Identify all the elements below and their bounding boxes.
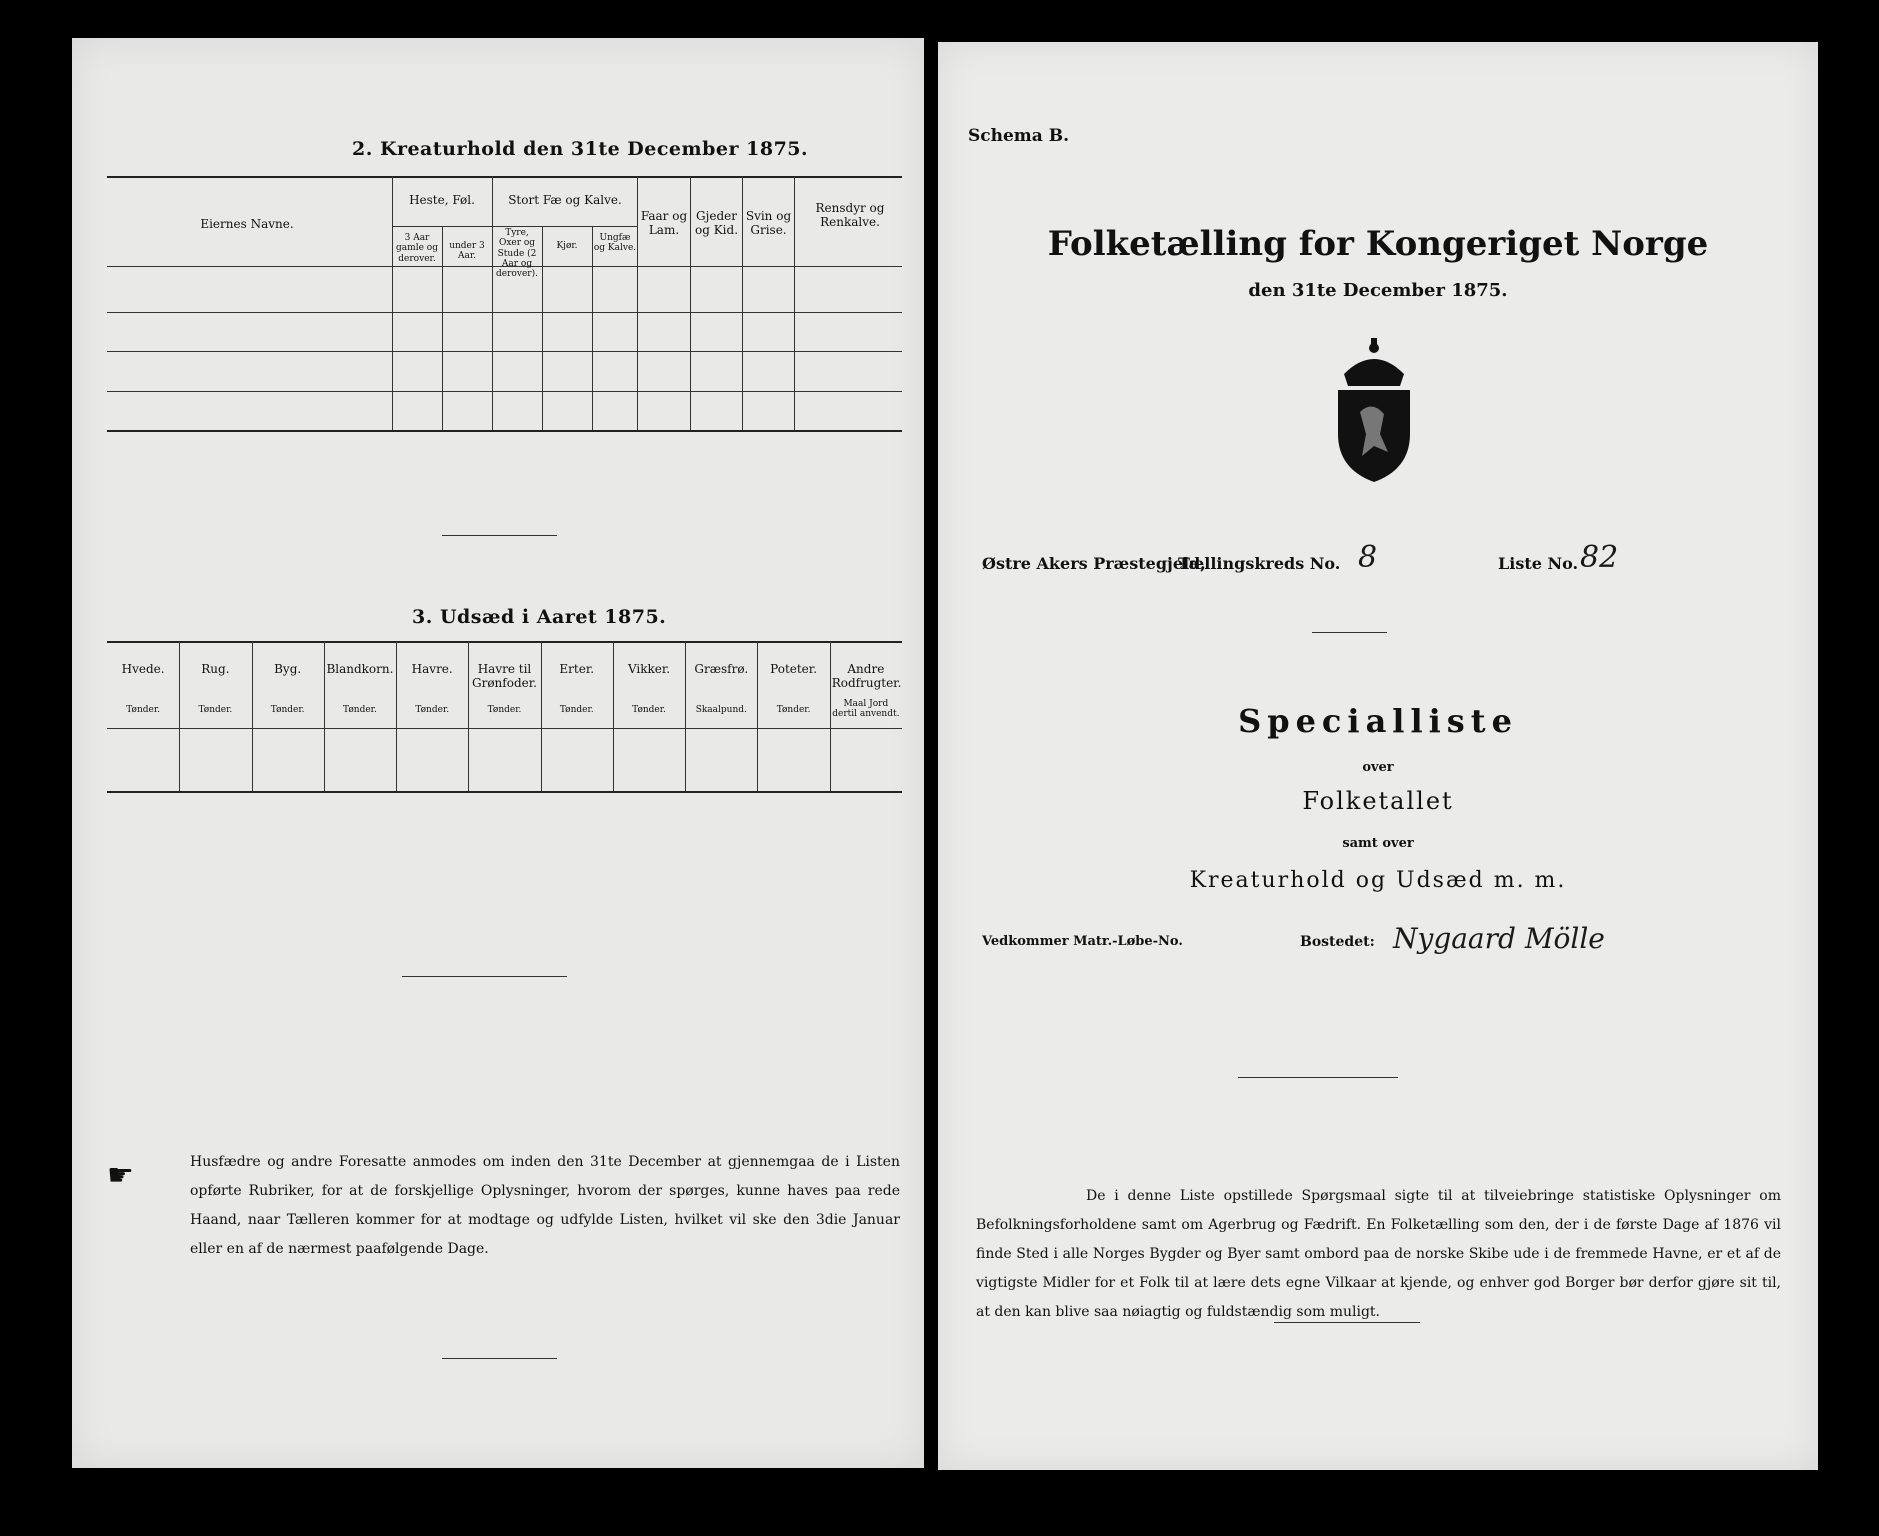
horse-young-header: under 3 Aar.: [449, 241, 485, 262]
pigs-header: Svin og Grise.: [745, 209, 792, 237]
livestock-title: 2. Kreaturhold den 31te December 1875.: [352, 138, 809, 160]
sowing-col-name: Blandkorn.: [326, 662, 394, 676]
district-label: Tællingskreds No.: [1178, 554, 1341, 573]
sowing-col-unit: Tønder.: [126, 705, 161, 715]
list-label: Liste No.: [1498, 554, 1579, 573]
table-col-line: [179, 641, 180, 791]
cattle-bulls-header: Tyre, Oxer og Stude (2 Aar og derover).: [496, 228, 538, 280]
table-col-line: [830, 641, 831, 791]
horse-header: Heste, Føl.: [409, 193, 475, 207]
table-col-line: [396, 641, 397, 791]
table-col-line: [592, 226, 593, 430]
sowing-col-unit: Tønder.: [776, 705, 811, 715]
separator: [442, 535, 557, 536]
sowing-col-unit: Tønder.: [632, 705, 666, 715]
table-col-line: [542, 226, 543, 430]
table-col-line: [637, 176, 638, 430]
separator: [1238, 1077, 1398, 1078]
cattle-young-header: Ungfæ og Kalve.: [593, 233, 637, 254]
table-rule: [107, 176, 902, 178]
cattle-header: Stort Fæ og Kalve.: [508, 193, 622, 207]
separator: [1312, 632, 1387, 633]
table-col-line: [742, 176, 743, 430]
sowing-col-name: Erter.: [559, 662, 595, 676]
sowing-col-name: Byg.: [274, 662, 302, 676]
notice-text: Husfædre og andre Foresatte anmodes om inden den 31te December at gjennemgaa de i Listen opførte Rubriker, for at de forskjellige Oplysninger, hvorom der spørges, kunne haves paa rede Haand, naar Tælleren kommer for at modtage og udfylde Listen, hvilket vil ske den 3die Januar eller en af de nærmest paafølgende Dage.: [190, 1154, 900, 1257]
folketallet-label: Folketallet: [1302, 787, 1454, 815]
reindeer-header: Rensdyr og Renkalve.: [815, 201, 885, 229]
cattle-cows-header: Kjør.: [556, 241, 578, 251]
table-rule: [107, 351, 902, 352]
sowing-col-unit: Tønder.: [415, 705, 450, 715]
table-col-line: [757, 641, 758, 791]
sowing-col-name: Rug.: [201, 662, 230, 676]
special-title: Specialliste: [1238, 702, 1518, 740]
table-col-line: [442, 226, 443, 430]
sowing-col-name: Andre Rodfrugter.: [831, 662, 902, 690]
table-rule: [107, 312, 902, 313]
sowing-col-name: Havre til Grønfoder.: [472, 662, 537, 690]
district-value: 8: [1358, 540, 1378, 575]
right-page: [938, 42, 1818, 1470]
table-col-line: [492, 176, 493, 430]
sowing-title: 3. Udsæd i Aaret 1875.: [412, 606, 667, 628]
table-col-line: [392, 176, 393, 430]
table-rule: [107, 791, 902, 793]
matr-label: Vedkommer Matr.-Løbe-No.: [982, 934, 1183, 949]
table-col-line: [468, 641, 469, 791]
sowing-col-unit: Tønder.: [198, 705, 233, 715]
table-rule: [107, 641, 902, 643]
sowing-col-name: Græsfrø.: [694, 662, 749, 676]
sowing-col-unit: Tønder.: [343, 705, 377, 715]
table-col-line: [324, 641, 325, 791]
over-label: over: [1362, 760, 1394, 775]
main-title: Folketælling for Kongeriget Norge: [1047, 224, 1709, 264]
table-col-line: [541, 641, 542, 791]
bosted-label: Bostedet:: [1300, 934, 1375, 950]
pointing-hand-icon: ☛: [107, 1158, 134, 1193]
goats-header: Gjeder og Kid.: [694, 209, 739, 237]
table-rule: [107, 391, 902, 392]
samt-over-label: samt over: [1342, 836, 1414, 851]
sowing-col-name: Havre.: [411, 662, 453, 676]
purpose-text: De i denne Liste opstillede Spørgsmaal sigte til at tilveiebringe statistiske Oplysninger om Befolkningsforholdene samt om Agerbrug og Fædrift. En Folketælling som den, der i de første Dage af 1876 vil finde Sted i alle Norges Bygder og Byer samt ombord paa de norske Skibe ude i de fremmede Havne, er et af de vigtigste Midler for et Folk til at lære dets egne Vilkaar at kjende, og enhver god Borger bør derfor gjøre sit til, at den kan blive saa nøiagtig og fuldstændig som muligt.: [976, 1188, 1781, 1320]
table-col-line: [252, 641, 253, 791]
table-col-line: [685, 641, 686, 791]
census-date: den 31te December 1875.: [1248, 280, 1508, 301]
left-page: [72, 38, 924, 1468]
separator: [442, 1358, 557, 1359]
sowing-col-name: Poteter.: [770, 662, 818, 676]
table-col-line: [690, 176, 691, 430]
parish-label: Østre Akers Præstegjeld,: [982, 554, 1206, 573]
sheep-header: Faar og Lam.: [640, 209, 688, 237]
list-value: 82: [1580, 540, 1619, 575]
sowing-col-unit: Maal Jord dertil anvendt.: [832, 699, 900, 720]
table-col-line: [794, 176, 795, 430]
separator: [402, 976, 567, 977]
schema-label: Schema B.: [968, 126, 1070, 146]
table-rule: [107, 430, 902, 432]
sowing-col-unit: Tønder.: [270, 705, 305, 715]
sowing-col-name: Vikker.: [627, 662, 671, 676]
owner-header: Eiernes Navne.: [200, 217, 294, 231]
table-col-line: [613, 641, 614, 791]
table-rule: [107, 728, 902, 729]
bosted-value: Nygaard Mölle: [1393, 922, 1605, 955]
sowing-col-name: Hvede.: [121, 662, 165, 676]
horse-old-header: 3 Aar gamle og derover.: [396, 233, 438, 264]
sowing-col-unit: Skaalpund.: [695, 705, 747, 715]
separator: [1274, 1322, 1420, 1323]
kreaturhold-label: Kreaturhold og Udsæd m. m.: [1189, 868, 1567, 893]
sowing-col-unit: Tønder.: [487, 705, 522, 715]
table-rule: [392, 226, 637, 227]
coat-of-arms-icon: [1314, 334, 1434, 488]
sowing-col-unit: Tønder.: [559, 705, 594, 715]
